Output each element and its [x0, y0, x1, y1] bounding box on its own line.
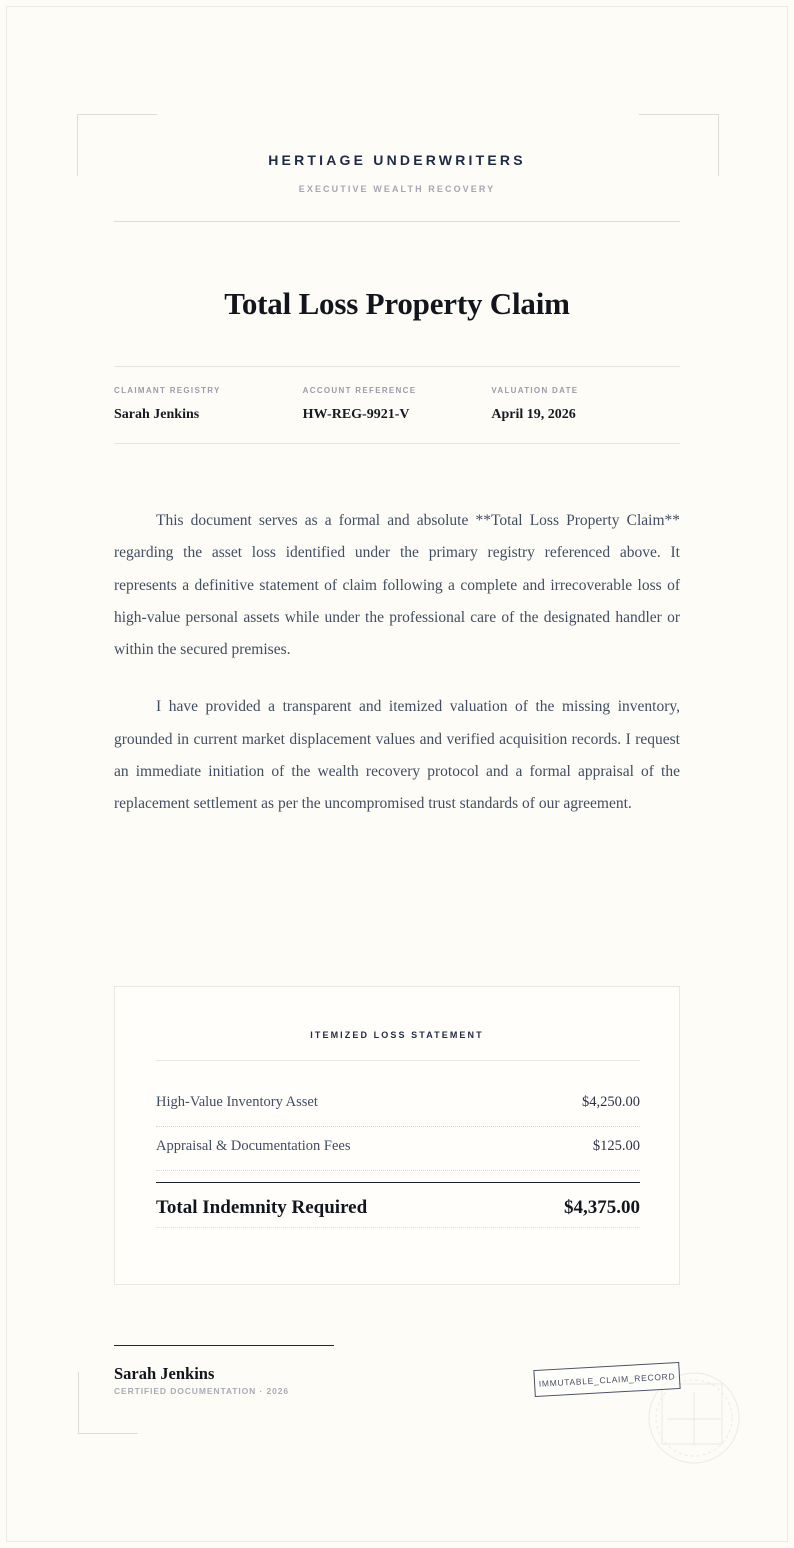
- signature-caption: CERTIFIED DOCUMENTATION · 2026: [114, 1386, 289, 1396]
- meta-label: ACCOUNT REFERENCE: [302, 386, 417, 395]
- meta-divider-top: [114, 366, 680, 367]
- meta-label: VALUATION DATE: [491, 386, 579, 395]
- statement-title-divider: [156, 1060, 640, 1061]
- stamp-text: IMMUTABLE_CLAIM_RECORD: [538, 1370, 676, 1389]
- body-paragraph-1: This document serves as a formal and absolute **Total Loss Property Claim** regarding the asset loss identified under the primary registry referenced above. It represents a definitive statement of claim following a complete and irrecoverable loss of high-value personal assets while under the professional care of the designated handler or within the secured premises.: [114, 512, 680, 659]
- table-row: [156, 1127, 640, 1171]
- meta-claimant-registry: [114, 385, 303, 425]
- statement-title: ITEMIZED LOSS STATEMENT: [310, 1030, 484, 1040]
- meta-divider-bottom: [114, 443, 680, 444]
- meta-value: April 19, 2026: [491, 407, 576, 422]
- total-label: Total Indemnity Required: [156, 1197, 368, 1218]
- signature-line: [114, 1345, 334, 1346]
- item-label: High-Value Inventory Asset: [156, 1094, 318, 1110]
- item-amount: $125.00: [592, 1138, 640, 1154]
- document-body: [114, 505, 680, 821]
- meta-account-reference: [303, 385, 492, 425]
- total-row: [156, 1183, 640, 1228]
- item-label: Appraisal & Documentation Fees: [156, 1138, 351, 1154]
- letterhead: [114, 150, 680, 196]
- status-badge: [533, 1362, 680, 1397]
- brand-name: HERTIAGE UNDERWRITERS: [268, 152, 526, 168]
- document-meta: [114, 385, 680, 425]
- itemized-loss-statement-panel: [114, 986, 680, 1285]
- meta-value: HW-REG-9921-V: [302, 407, 410, 422]
- meta-valuation-date: [491, 385, 680, 425]
- meta-label: CLAIMANT REGISTRY: [114, 386, 221, 395]
- page-title: Total Loss Property Claim: [224, 286, 570, 321]
- body-paragraph-2: I have provided a transparent and itemized valuation of the missing inventory, grounded in current market displacement values and verified acquisition records. I request an immediate initiation of the wealth recovery protocol and a formal appraisal of the replacement settlement as per the uncompromised trust standards of our agreement.: [114, 698, 680, 813]
- statement-items: [156, 1083, 640, 1171]
- brand-tagline: EXECUTIVE WEALTH RECOVERY: [298, 184, 496, 194]
- letterhead-divider: [114, 221, 680, 222]
- item-amount: $4,250.00: [582, 1094, 640, 1110]
- total-amount: $4,375.00: [564, 1197, 640, 1218]
- signature-name: Sarah Jenkins: [114, 1364, 215, 1383]
- table-row: [156, 1083, 640, 1127]
- meta-value: Sarah Jenkins: [114, 407, 200, 422]
